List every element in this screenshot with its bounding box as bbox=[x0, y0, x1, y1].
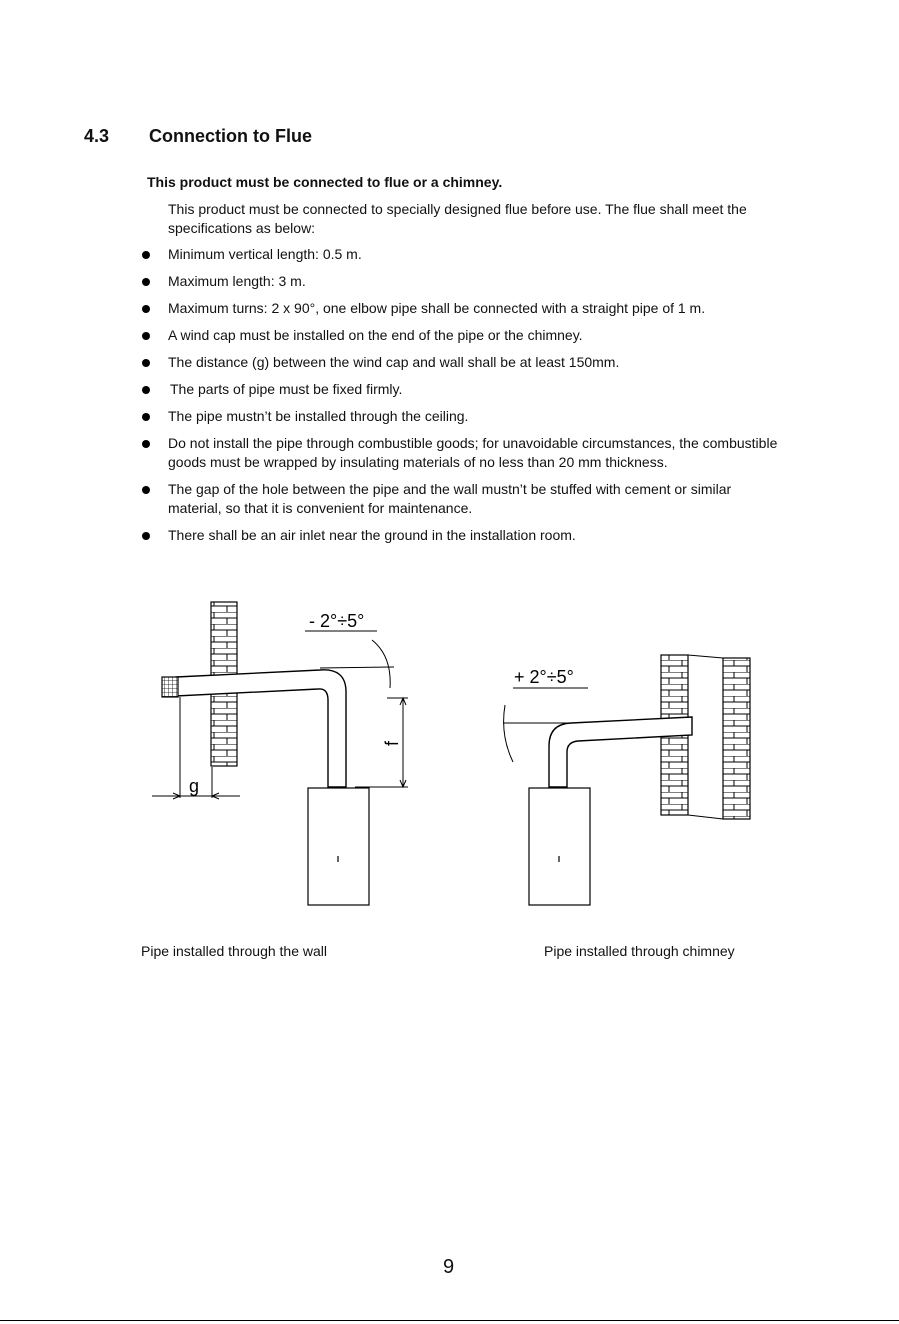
requirements-list bbox=[140, 245, 780, 553]
angle-label-negative: - 2°÷5° bbox=[309, 611, 365, 631]
bullet-icon bbox=[142, 278, 150, 286]
bullet-icon bbox=[142, 413, 150, 421]
list-item: Maximum turns: 2 x 90°, one elbow pipe shall be connected with a straight pipe of 1 m. bbox=[140, 299, 780, 318]
dimension-f-label: f bbox=[382, 740, 402, 746]
caption-wall-installation: Pipe installed through the wall bbox=[141, 943, 328, 959]
bullet-icon bbox=[142, 386, 150, 394]
section-number: 4.3 bbox=[84, 126, 110, 146]
subheading: This product must be connected to flue or a chimney. bbox=[147, 174, 503, 190]
caption-chimney-installation: Pipe installed through chimney bbox=[544, 943, 735, 959]
wind-cap bbox=[162, 677, 178, 697]
page-number: 9 bbox=[443, 1256, 455, 1278]
bullet-icon bbox=[142, 305, 150, 313]
wall-installation-figure bbox=[152, 602, 408, 905]
bullet-icon bbox=[142, 359, 150, 367]
chimney-installation-figure bbox=[503, 655, 750, 905]
intro-paragraph: This product must be connected to specially designed flue before use. The flue shall meet the specifications as below: bbox=[168, 201, 747, 236]
angle-label-positive: + 2°÷5° bbox=[514, 667, 574, 687]
bullet-icon bbox=[142, 440, 150, 448]
bullet-icon bbox=[142, 332, 150, 340]
flue-pipe bbox=[176, 670, 346, 787]
list-item: Minimum vertical length: 0.5 m. bbox=[140, 245, 780, 264]
list-item: The distance (g) between the wind cap and wall shall be at least 150mm. bbox=[140, 353, 780, 372]
list-item: There shall be an air inlet near the ground in the installation room. bbox=[140, 526, 780, 545]
heater-unit bbox=[529, 788, 590, 905]
list-item: The gap of the hole between the pipe and the wall mustn’t be stuffed with cement or similar material, so that it is convenient for maintenance. bbox=[140, 480, 780, 518]
flue-installation-diagram bbox=[0, 590, 899, 920]
list-item: A wind cap must be installed on the end of the pipe or the chimney. bbox=[140, 326, 780, 345]
section-title: Connection to Flue bbox=[149, 126, 312, 146]
bullet-icon bbox=[142, 532, 150, 540]
list-item: The parts of pipe must be fixed firmly. bbox=[140, 380, 780, 399]
heater-unit bbox=[308, 788, 369, 905]
list-item: Do not install the pipe through combustible goods; for unavoidable circumstances, the combustible goods must be wrapped by insulating materials of no less than 20 mm thickness. bbox=[140, 434, 780, 472]
chimney-wall-outer bbox=[723, 658, 750, 819]
bullet-icon bbox=[142, 251, 150, 259]
bottom-rule bbox=[0, 1320, 899, 1321]
list-item: The pipe mustn’t be installed through the ceiling. bbox=[140, 407, 780, 426]
list-item: Maximum length: 3 m. bbox=[140, 272, 780, 291]
dimension-g-label: g bbox=[189, 776, 200, 796]
bullet-icon bbox=[142, 486, 150, 494]
